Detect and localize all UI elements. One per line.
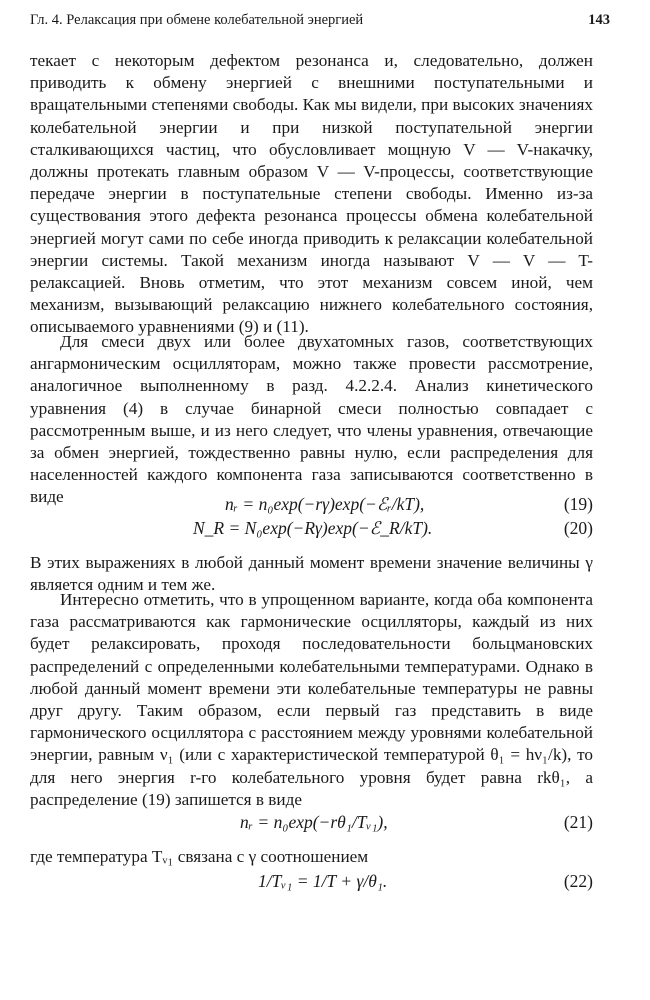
equation-22 bbox=[30, 871, 593, 895]
equation-20 bbox=[30, 518, 593, 542]
paragraph-5: где температура Tᵥ₁ связана с γ соотношением bbox=[30, 847, 369, 866]
paragraph-1: текает с некоторым дефектом резонанса и, следовательно, должен приводить к обмену энергией с внешними поступательными и вращательными степенями свободы. Как мы видели, при высоких значениях колебательной энергии и при низкой поступательной энергии сталкивающихся частиц, что обусловливает мощную V — V-накачку, должны протекать главным образом V — V-процессы, соответствующие передаче энергии в поступательные степени свободы. Именно из-за существования этого дефекта резонанса процессы обмена колебательной энергией могут сами по себе иногда приводить к релаксации колебательной энергии системы. Такой механизм иногда называют V — V — T-релаксацией. Вновь отметим, что этот механизм совсем иной, чем механизм, вызывающий релаксацию нижнего колебательного состояния, описываемого уравнениями (9) и (11). bbox=[30, 51, 593, 337]
paragraph-2-block bbox=[30, 331, 593, 509]
paragraph-4: Интересно отметить, что в упрощенном варианте, когда оба компонента газа рассматриваются как гармонические осцилляторы, каждый из них будет релаксировать, проходя последовательности больцмановских распределений с определенными колебательными температурами. Однако в любой данный момент времени эти колебательные температуры не равны друг другу. Таким образом, если первый газ представить в виде гармонического осциллятора с расстоянием между уровнями колебательной энергии, равным ν₁ (или с характеристической температурой θ₁ = hν₁/k), то для него энергия r-го колебательного уровня будет равна rkθ₁, а распределение (19) запишется в виде bbox=[30, 590, 593, 809]
equation-20-number: (20) bbox=[563, 518, 593, 538]
paragraph-2: Для смеси двух или более двухатомных газов, соответствующих ангармоническим осцилляторам, можно также провести рассмотрение, аналогичное выполненному в разд. 4.2.2.4. Анализ кинетического уравнения (4) в случае бинарной смеси полностью совпадает с рассмотренным выше, и из него следует, что члены уравнения, отвечающие за обмен энергией, тождественно равны нулю, если распределения для населенностей каждого компонента газа записываются соответственно в виде bbox=[30, 332, 593, 507]
equation-19-number: (19) bbox=[563, 494, 593, 514]
paragraph-5-block bbox=[30, 846, 593, 868]
equation-19 bbox=[30, 494, 593, 518]
equation-22-number: (22) bbox=[563, 871, 593, 891]
paragraph-4-block bbox=[30, 589, 593, 811]
equation-22-formula: 1/Tᵥ₁ = 1/T + γ/θ₁. bbox=[258, 871, 388, 891]
page-number: 143 bbox=[588, 12, 610, 28]
running-header bbox=[30, 12, 610, 34]
equation-21-formula: nᵣ = n₀exp(−rθ₁/Tᵥ₁), bbox=[240, 812, 388, 832]
paragraph-1-block bbox=[30, 50, 593, 339]
equation-21-number: (21) bbox=[563, 812, 593, 832]
paragraph-3: В этих выражениях в любой данный момент времени значение величины γ является одним и тем же. bbox=[30, 553, 593, 595]
equation-19-formula: nᵣ = n₀exp(−rγ)exp(−ℰᵣ/kT), bbox=[225, 494, 425, 514]
equation-20-formula: N_R = N₀exp(−Rγ)exp(−ℰ_R/kT). bbox=[193, 518, 433, 538]
equation-21 bbox=[30, 812, 593, 836]
chapter-title: Гл. 4. Релаксация при обмене колебательной энергией bbox=[30, 12, 364, 28]
